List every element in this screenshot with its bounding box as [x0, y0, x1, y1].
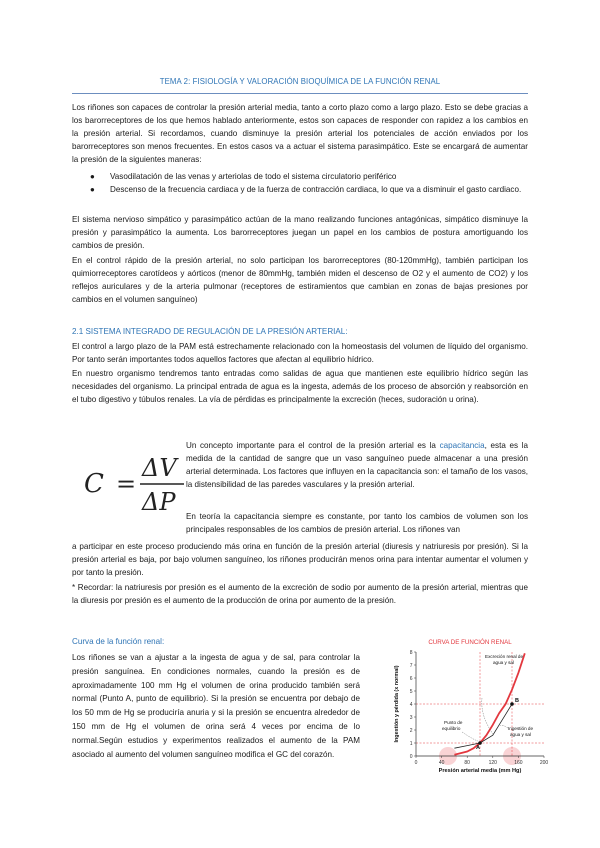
paragraph-intro: Los riñones son capaces de controlar la presión arterial media, tanto a corto plazo como a largo plazo. Esto se debe gracias a los barorreceptores de los que hemos hablado anteriormente, estos son capaces de responder con rapidez a los cambios en la presión arterial. Si recordamos, cuando disminuye la presión arterial los potenciales de acción enviados por los barorreceptores son menos frecuentes. En estos casos va a actuar el sistema parasimpático. Este se encargará de aumentar la presión de la siguientes maneras:: [72, 103, 528, 165]
page-title: TEMA 2: FISIOLOGÍA Y VALORACIÓN BIOQUÍMICA DE LA FUNCIÓN RENAL: [159, 77, 441, 86]
annotation-excrecion-1: Excreción renal de: [485, 654, 524, 659]
capacitancia-text-b: , esta es la medida de la cantidad de sangre que un vaso sanguíneo puede almacenar a una presión arterial determinada. Los factores que influyen en la capacitancia son: el tamaño de los vasos, la distensibilidad de las paredes vasculares y la presión arterial.: [186, 441, 528, 490]
annotation-ingestion-2: agua y sal: [510, 732, 531, 737]
paragraph-largo-plazo: El control a largo plazo de la PAM está estrechamente relacionado con la homeostasis del volumen de líquido del organismo. Por tanto serán importantes todos aquellos factores que afectan al equilibrio hídrico.: [72, 342, 528, 365]
point-label-a: A: [476, 745, 480, 751]
renal-function-chart: [390, 636, 550, 784]
bullet-item: [72, 170, 528, 183]
y-tick-label-8: 8: [409, 649, 413, 656]
annotation-equilibrio-2: equilibrio: [442, 726, 461, 731]
y-tick-label-6: 6: [409, 675, 413, 682]
bullet-dot-icon: ●: [90, 172, 95, 181]
bullet-list: [72, 170, 528, 196]
curva-heading: Curva de la función renal:: [72, 637, 165, 646]
paragraph-nervioso: El sistema nervioso simpático y parasimpático actúan de la mano realizando funciones antagónicas, simpático disminuye la presión y parasimpático la aumenta. Los barorreceptores juegan un papel en los cambios de postura amortiguando los cambios de presión.: [72, 215, 528, 251]
paragraph-capacitancia: [186, 439, 528, 491]
y-tick-label-7: 7: [409, 662, 413, 669]
x-tick-label-3: 120: [488, 760, 497, 766]
y-tick-label-1: 1: [409, 740, 413, 747]
paragraph-teoria-a: En teoría la capacitancia siempre es constante, por tanto los cambios de volumen son los principales responsables de los cambios de presión arterial. Los riñones van: [186, 512, 528, 535]
annotation-excrecion-2: agua y sal: [493, 660, 514, 665]
x-tick-label-2: 80: [464, 760, 470, 766]
paragraph-entradas: En nuestro organismo tendremos tanto entradas como salidas de agua que mantienen este equilibrio hídrico según las necesidades del organismo. La principal entrada de agua es la ingesta, además de los proceso de absorción y reabsorción en el tubo digestivo y túbulos renales. La vía de pérdidas es principalmente la excreción (heces, sudoración u orina).: [72, 369, 528, 405]
x-axis-label: Presión arterial media (mm Hg): [438, 768, 522, 774]
point-b: [510, 702, 514, 706]
formula-numerator: ΔV: [142, 454, 177, 482]
formula-equals: =: [116, 470, 137, 498]
bullet-item: [72, 183, 528, 196]
curve-leader-line: [482, 698, 494, 735]
x-tick-label-0: 0: [414, 760, 418, 766]
x-tick-label-5: 200: [539, 760, 549, 766]
formula-denominator: ΔP: [142, 488, 176, 516]
ingestion-leader-line: [500, 725, 508, 728]
bullet-text: Vasodilatación de las venas y arteriolas de todo el sistema circulatorio periférico: [110, 172, 397, 181]
formula-c: C: [84, 469, 104, 499]
annotation-ingestion-1: Ingestión de: [508, 726, 534, 731]
capacitancia-highlight: capacitancia: [439, 441, 485, 450]
bullet-dot-icon: ●: [90, 185, 95, 195]
paragraph-control-rapido: En el control rápido de la presión arterial, no solo participan los barorreceptores (80-120mmHg), también participan los quimiorreceptores carotídeos y aórticos (menor de 80mmHg, también miden el descenso de O2 y el aumento de CO2) y los reflejos auriculares y de la arteria pulmonar (receptores de estiramientos que cambian en zonas de bajas presiones por cambios en el volumen sanguíneo): [72, 256, 528, 305]
y-tick-label-2: 2: [409, 727, 413, 734]
paragraph-curva: Los riñones se van a ajustar a la ingesta de agua y de sal, para controlar la presión sanguínea. En condiciones normales, cuando la presión es de aproximadamente 100 mm Hg el volumen de orina producido también será normal (Punto A, punto de equilibrio). Si la presión se encuentra por debajo de los 50 mm de Hg se produciría anuria y si la presión se encuentra alrededor de 150 mm de Hg el volumen de orina será 4 veces por encima de lo normal.Según estudios y experimentos realizados el aumento de la PAM asociado al aumento del volumen sanguíneo modifica el GC del corazón.: [72, 653, 360, 759]
series-line-1: [454, 704, 512, 748]
paragraph-recordar: * Recordar: la natriuresis por presión es el aumento de la excreción de sodio por aumento de la presión arterial, mientras que la diuresis por presión es el aumento de la producción de orina por aumento de la presión.: [72, 583, 528, 606]
y-tick-label-4: 4: [409, 701, 413, 708]
x-tick-label-4: 160: [514, 760, 523, 766]
bullet-text: Descenso de la frecuencia cardiaca y de la fuerza de contracción cardiaca, lo que va a disminuir el gasto cardiaco.: [110, 185, 522, 195]
annotation-equilibrio-1: Punto de: [444, 720, 463, 725]
capacitancia-text-a: Un concepto importante para el control de la presión arterial es la: [186, 441, 440, 450]
y-tick-label-5: 5: [409, 688, 413, 695]
section-heading: 2.1 SISTEMA INTEGRADO DE REGULACIÓN DE LA PRESIÓN ARTERIAL:: [72, 327, 348, 336]
y-tick-label-3: 3: [409, 714, 413, 721]
chart-title: CURVA DE FUNCIÓN RENAL: [428, 639, 512, 646]
title-divider: [72, 93, 528, 94]
paragraph-teoria-b: a participar en este proceso produciendo más orina en función de la presión arterial (diuresis y natriuresis por presión). Si la presión arterial es baja, por bajo volumen sanguíneo, los riñones producirán menos orina para intentar aumentar el volumen y por tanto la presión.: [72, 542, 528, 578]
y-tick-label-0: 0: [409, 753, 413, 760]
point-label-b: B: [515, 698, 519, 704]
equilibrio-leader-line: [462, 732, 478, 741]
x-tick-label-1: 40: [438, 760, 445, 766]
y-axis-label: Ingestión y pérdida (x normal): [394, 665, 400, 743]
